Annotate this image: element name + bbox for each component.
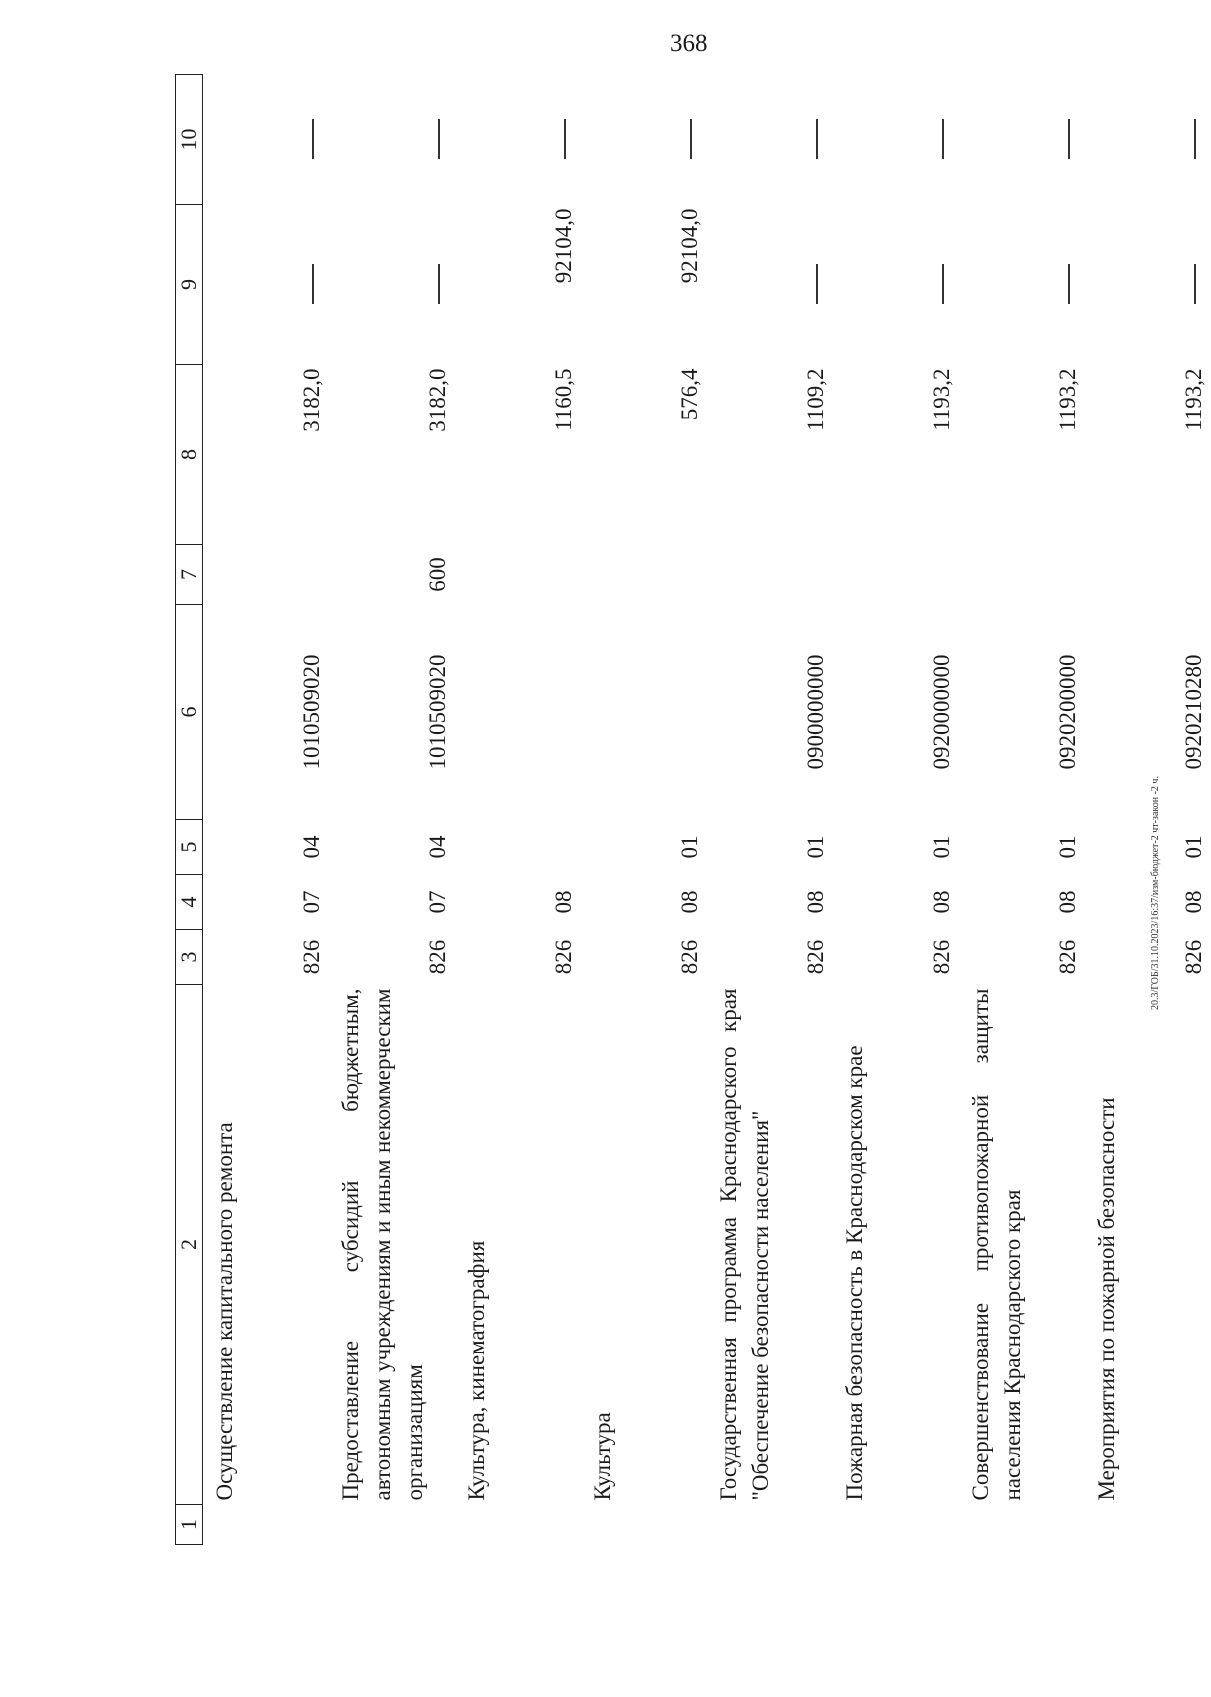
table-row [1085,75,1211,1545]
subsection-code-cell: 01 [1054,835,1080,859]
ministry-code-cell: 826 [424,939,450,975]
amount-cell [581,75,707,205]
amount-cell: 3182,0 [298,368,324,432]
dash-mark [942,265,944,305]
amount-cell [833,205,959,365]
expense-type-cell [959,545,1085,605]
row-number-cell [833,1505,959,1545]
subsection-code-cell: 04 [298,835,324,859]
row-name-cell: Предоставление субсидий бюджетным, автономным учреждениям и иным некоммерческим организациям [337,988,427,1501]
amount-cell [455,75,581,205]
section-code-cell: 07 [298,890,324,914]
row-name-cell: Мероприятия по пожарной безопасности [1093,1097,1119,1501]
target-article-cell: 0900000000 [802,654,828,770]
ministry-code-cell: 826 [928,939,954,975]
page-number: 368 [670,30,708,57]
footer-document-code: 20.3/ГОБ/31.10.2023/16:37/изм-бюджет-2 чт-закон -2 ч. [1150,776,1161,1010]
dash-mark [312,265,314,305]
ministry-code-cell: 826 [1180,939,1206,975]
row-number-cell [707,1505,833,1545]
header-cell: 4 [176,875,203,930]
amount-cell: 1193,2 [928,368,954,431]
dash-mark [816,265,818,305]
amount-cell [203,205,329,365]
dash-mark [1194,120,1196,160]
row-name-cell: Пожарная безопасность в Краснодарском крае [841,1045,867,1501]
target-article-cell: 1010509020 [298,654,324,770]
expense-type-cell [455,545,581,605]
header-cell: 1 [176,1505,203,1545]
amount-cell: 1109,2 [802,368,828,431]
row-number-cell [581,1505,707,1545]
target-article-cell: 0920200000 [1054,654,1080,770]
ministry-code-cell: 826 [298,939,324,975]
expense-type-cell: 600 [424,557,450,592]
header-cell: 8 [176,365,203,545]
expense-type-cell [707,545,833,605]
amount-cell [1085,75,1211,205]
row-name-cell: Совершенствование противопожарной защиты населения Краснодарского края [967,988,1025,1501]
dash-mark [942,120,944,160]
row-number-cell [959,1505,1085,1545]
section-code-cell: 08 [550,890,576,914]
amount-cell: 576,4 [676,368,702,421]
dash-mark [1068,120,1070,160]
subsection-code-cell: 04 [424,835,450,859]
budget-table [175,74,1211,1545]
row-number-cell [1085,1505,1211,1545]
table-row [959,75,1085,1545]
ministry-code-cell: 826 [550,939,576,975]
table-row [203,75,329,1545]
amount-cell [833,75,959,205]
header-cell: 5 [176,820,203,875]
row-number-cell [455,1505,581,1545]
amount-cell [707,205,833,365]
ministry-code-cell: 826 [802,939,828,975]
row-name-cell: Осуществление капитального ремонта [212,1122,237,1501]
section-code-cell: 07 [424,890,450,914]
table-row [455,75,581,1545]
amount-cell: 1193,2 [1180,368,1206,431]
dash-mark [312,120,314,160]
dash-mark [438,120,440,160]
expense-type-cell [581,545,707,605]
dash-mark [816,120,818,160]
target-article-cell: 1010509020 [424,654,450,770]
table-row [581,75,707,1545]
row-number-cell [203,1505,329,1545]
amount-cell: 92104,0 [676,208,702,284]
header-cell: 2 [176,985,203,1505]
header-cell: 6 [176,605,203,820]
subsection-code-cell: 01 [802,835,828,859]
table-row [707,75,833,1545]
section-code-cell: 08 [676,890,702,914]
subsection-code-cell [455,820,581,875]
expense-type-cell [1085,545,1211,605]
table-header-row [176,75,203,1545]
section-code-cell: 08 [928,890,954,914]
dash-mark [1068,265,1070,305]
expense-type-cell [833,545,959,605]
target-article-cell: 0920210280 [1180,654,1206,770]
dash-mark [564,120,566,160]
amount-cell [329,75,455,205]
table-row [329,75,455,1545]
table-row [833,75,959,1545]
ministry-code-cell: 826 [676,939,702,975]
amount-cell [329,205,455,365]
amount-cell [959,205,1085,365]
section-code-cell: 08 [1054,890,1080,914]
section-code-cell: 08 [802,890,828,914]
amount-cell [707,75,833,205]
amount-cell: 1160,5 [550,368,576,431]
subsection-code-cell: 01 [676,835,702,859]
header-cell: 9 [176,205,203,365]
subsection-code-cell: 01 [928,835,954,859]
dash-mark [1194,265,1196,305]
header-cell: 3 [176,930,203,985]
header-cell: 10 [176,75,203,205]
row-name-cell: Культура, кинематография [463,1240,489,1501]
target-article-cell [581,605,707,820]
amount-cell: 1193,2 [1054,368,1080,431]
row-name-cell: Государственная программа Краснодарского края "Обеспечение безопасности населения" [715,988,773,1501]
dash-mark [690,120,692,160]
expense-type-cell [203,545,329,605]
amount-cell: 92104,0 [550,208,576,284]
header-cell: 7 [176,545,203,605]
amount-cell [1085,205,1211,365]
section-code-cell: 08 [1180,890,1206,914]
row-number-cell [329,1505,455,1545]
amount-cell: 3182,0 [424,368,450,432]
target-article-cell: 0920000000 [928,654,954,770]
target-article-cell [455,605,581,820]
amount-cell [203,75,329,205]
row-name-cell: Культура [589,1412,615,1501]
subsection-code-cell: 01 [1180,835,1206,859]
amount-cell [959,75,1085,205]
dash-mark [438,265,440,305]
budget-table-rotated [175,75,1206,1545]
ministry-code-cell: 826 [1054,939,1080,975]
